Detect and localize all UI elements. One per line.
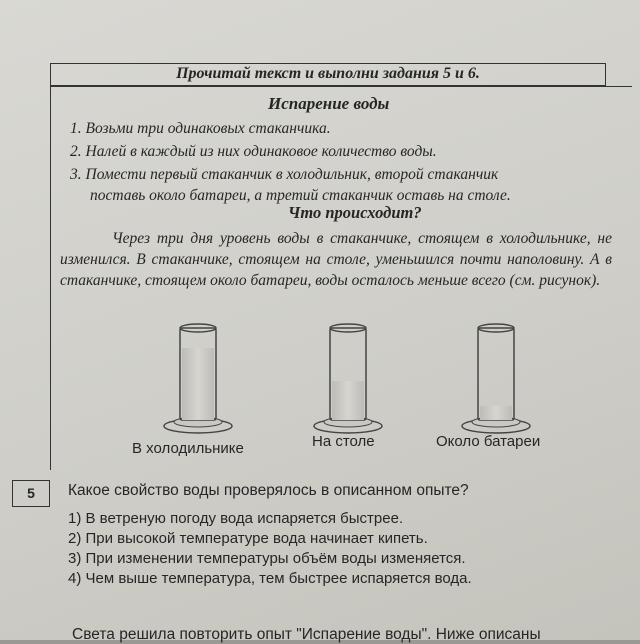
answer-option-4[interactable]: 4) Чем выше температура, тем быстрее испаряется вода. <box>68 570 472 587</box>
step-3: 3. Помести первый стаканчик в холодильник, второй стаканчик <box>70 166 499 183</box>
instruction-box: Прочитай текст и выполни задания 5 и 6. <box>50 63 606 86</box>
passage-subtitle: Что происходит? <box>288 203 422 222</box>
question-text: Какое свойство воды проверялось в описанном опыте? <box>68 482 469 499</box>
answer-option-2[interactable]: 2) При высокой температуре вода начинает кипеть. <box>68 530 428 547</box>
glass-fridge <box>164 324 232 433</box>
next-paragraph-cut: Света решила повторить опыт "Испарение воды". Ниже описаны <box>72 626 541 643</box>
glasses-figure <box>120 318 560 438</box>
question-number-box: 5 <box>12 480 50 507</box>
caption-table: На столе <box>312 433 375 450</box>
glass-table <box>314 324 382 433</box>
water-fill <box>332 381 364 420</box>
water-fill <box>182 348 214 420</box>
step-1: 1. Возьми три одинаковых стаканчика. <box>70 120 331 137</box>
answer-option-1[interactable]: 1) В ветреную погоду вода испаряется быстрее. <box>68 510 404 527</box>
water-fill <box>480 406 512 420</box>
answer-option-3[interactable]: 3) При изменении температуры объём воды изменяется. <box>68 550 466 567</box>
glass-radiator <box>462 324 530 433</box>
observation-paragraph: Через три дня уровень воды в стаканчике, стоящем в холодильнике, не изменился. В стаканчике, стоящем на столе, уменьшился почти наполовину. А в стаканчике, стоящем около батареи, воды осталось меньше всего (см. рисунок). <box>60 230 612 289</box>
caption-fridge: В холодильнике <box>132 440 244 457</box>
passage-title: Испарение воды <box>268 94 390 113</box>
step-2: 2. Налей в каждый из них одинаковое количество воды. <box>70 143 437 160</box>
step-3-continuation: поставь около батареи, а третий стаканчик оставь на столе. <box>90 187 511 204</box>
caption-radiator: Около батареи <box>436 433 541 450</box>
